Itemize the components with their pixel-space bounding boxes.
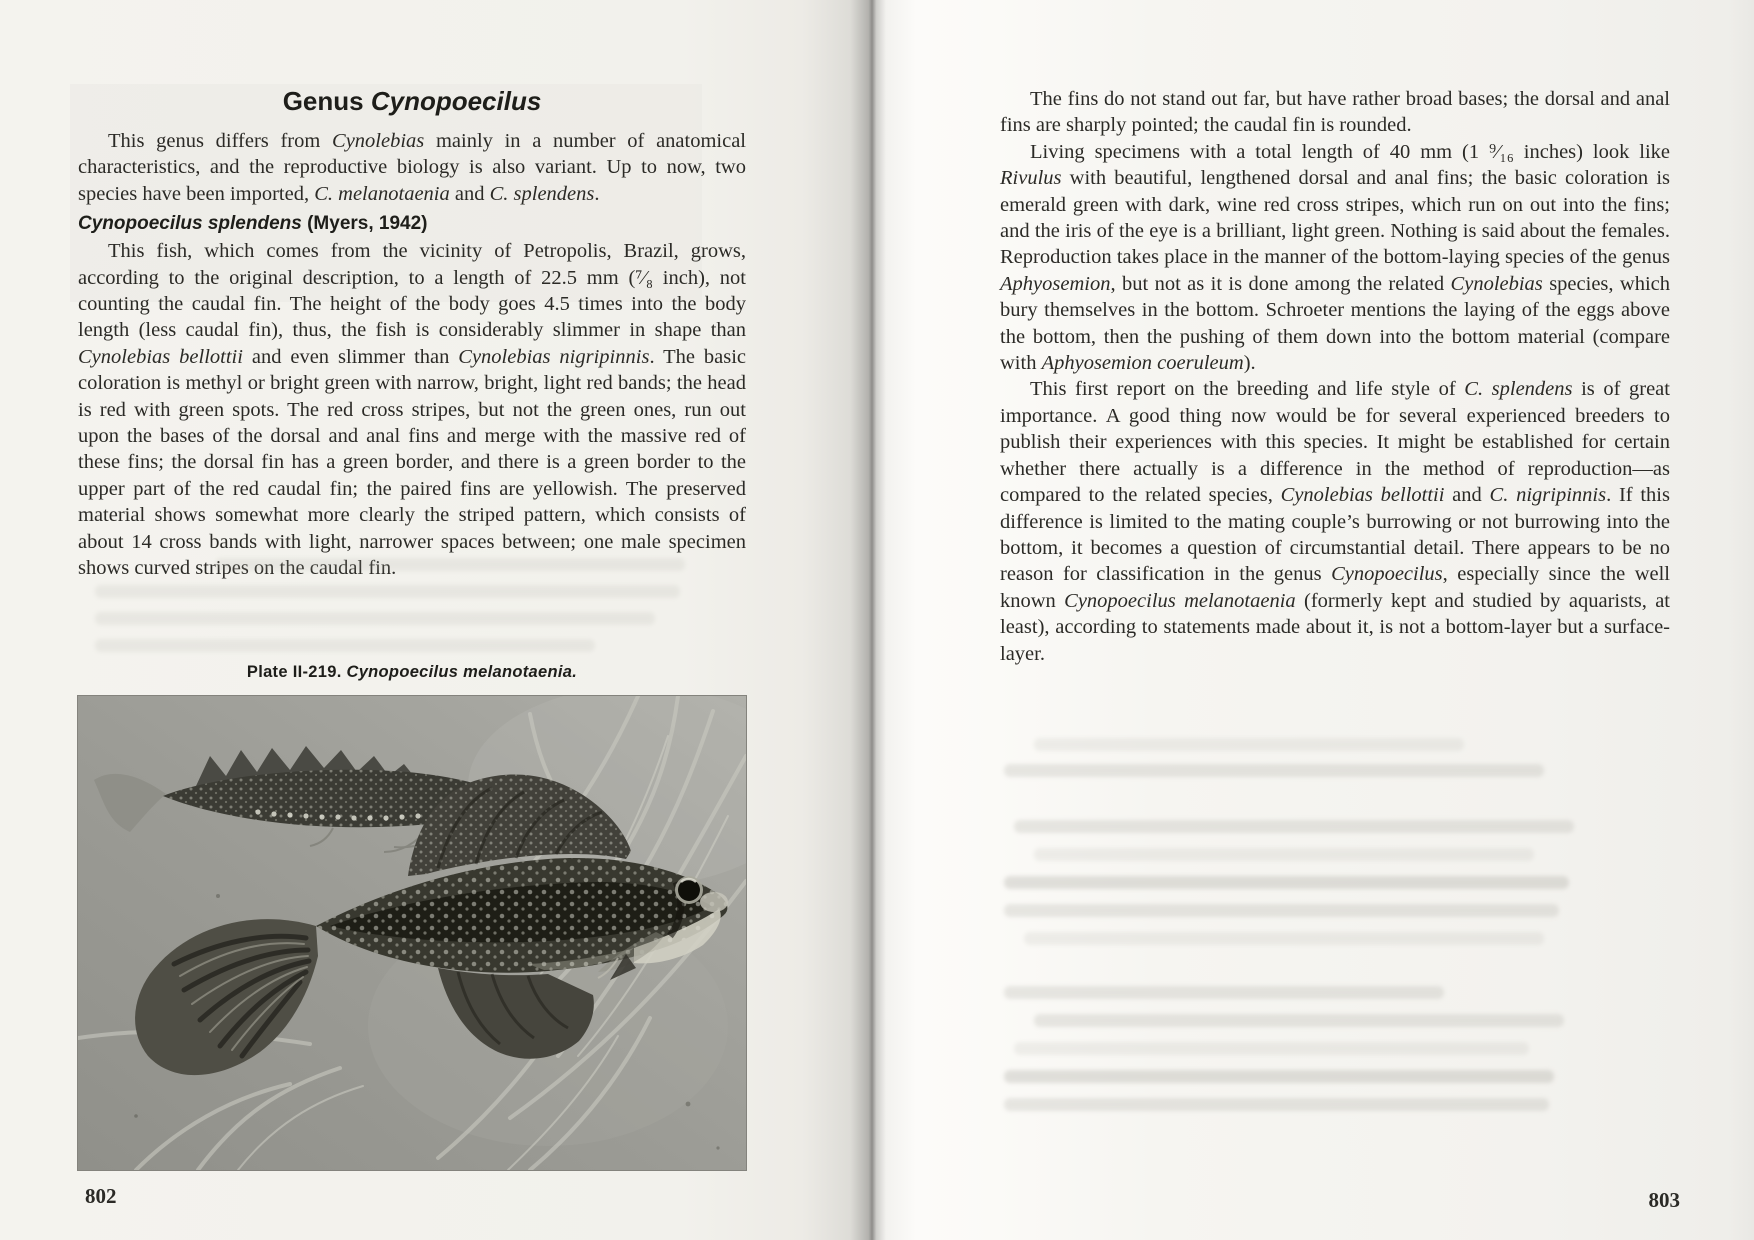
ghost-text-line	[1024, 932, 1544, 945]
ghost-text-line	[215, 558, 685, 571]
ghost-text-line	[1004, 986, 1444, 999]
ghost-text-line	[1014, 1042, 1529, 1055]
right-paragraph-2: Living specimens with a total length of 40 mm (1 ⁹⁄₁₆ inches) look like Rivulus with beautiful, lengthened dorsal and anal fins; the basic coloration is emerald green with dark, wine red cross stripes, which run on out into the fins; and the iris of the eye is a brilliant, light green. Nothing is said about the females. Reproduction takes place in the manner of the bottom-laying species of the genus Aphyosemion, but not as it is done among the related Cynolebias species, which bury themselves in the bottom. Schroeter mentions the laying of the eggs above the bottom, then the pushing of them down into the bottom material (compare with Aphyosemion coeruleum).	[1000, 140, 1671, 375]
species-subheading: Cynopoecilus splendens (Myers, 1942)	[78, 213, 428, 235]
left-text-column	[78, 86, 746, 582]
left-paragraph-2: This fish, which comes from the vicinity of Petropolis, Brazil, grows, according to the original description, to a length of 22.5 mm (⁷⁄₈ inch), not counting the caudal fin. The height of the body goes 4.5 times into the body length (less caudal fin), thus, the fish is considerably slimmer in shape than Cynolebias bellottii and even slimmer than Cynolebias nigripinnis. The basic coloration is methyl or bright green with narrow, bright, light red bands; the head is red with green spots. The red cross stripes, but not the green ones, run out upon the bases of the dorsal and anal fins and merge with the massive red of these fins; the dorsal fin has a green border, and there is a green border to the upper part of the red caudal fin; the paired fins are yellowish. The preserved material shows somewhat more clearly the striped pattern, which consists of about 14 cross bands with light, narrower spaces between; one male specimen shows curved stripes on the caudal fin.	[78, 240, 747, 580]
plate-caption: Plate II-219. Cynopoecilus melanotaenia.	[246, 663, 578, 681]
ghost-text-line	[1034, 848, 1534, 861]
right-paragraph-3: This first report on the breeding and life style of C. splendens is of great importance. A good thing now would be for several experienced breeders to publish their experiences with this species. It might be established for certain whether there actually is a difference in the method of reproduction—as compared to the related species, Cynolebias bellottii and C. nigripinnis. If this difference is limited to the mating couple’s burrowing or not burrowing into the bottom, it becomes a question of circumstantial detail. There appears to be no reason for classification in the genus Cynopoecilus, especially since the well known Cynopoecilus melanotaenia (formerly kept and studied by aquarists, at least), according to statements made about it, is not a bottom-layer but a surface-layer.	[1000, 378, 1671, 665]
ghost-text-line	[95, 612, 655, 625]
fish-photo-illustration	[78, 696, 746, 1170]
fish-photo	[78, 696, 746, 1170]
ghost-text-line	[1004, 1070, 1554, 1083]
ghost-text-line	[1004, 876, 1569, 889]
left-page-number: 802	[85, 1184, 117, 1208]
ghost-text-line	[1004, 1098, 1549, 1111]
right-paragraph-1: The fins do not stand out far, but have rather broad bases; the dorsal and anal fins are sharply pointed; the caudal fin is rounded.	[1000, 88, 1670, 137]
ghost-text-line	[1014, 820, 1574, 833]
ghost-text-line	[1004, 764, 1544, 777]
ghost-text-line	[1034, 738, 1464, 751]
ghost-text-line	[1004, 904, 1559, 917]
right-text-column	[1000, 86, 1670, 667]
right-page-number: 803	[1648, 1188, 1680, 1212]
ghost-text-line	[95, 585, 680, 598]
ghost-text-line	[1034, 1014, 1564, 1027]
section-heading: Genus Cynopoecilus	[282, 86, 542, 116]
ghost-text-line	[95, 639, 595, 652]
left-paragraph-1: This genus differs from Cynolebias mainly in a number of anatomical characteristics, and the reproductive biology is also variant. Up to now, two species have been imported, C. melanotaenia and C. splendens.	[78, 130, 746, 205]
